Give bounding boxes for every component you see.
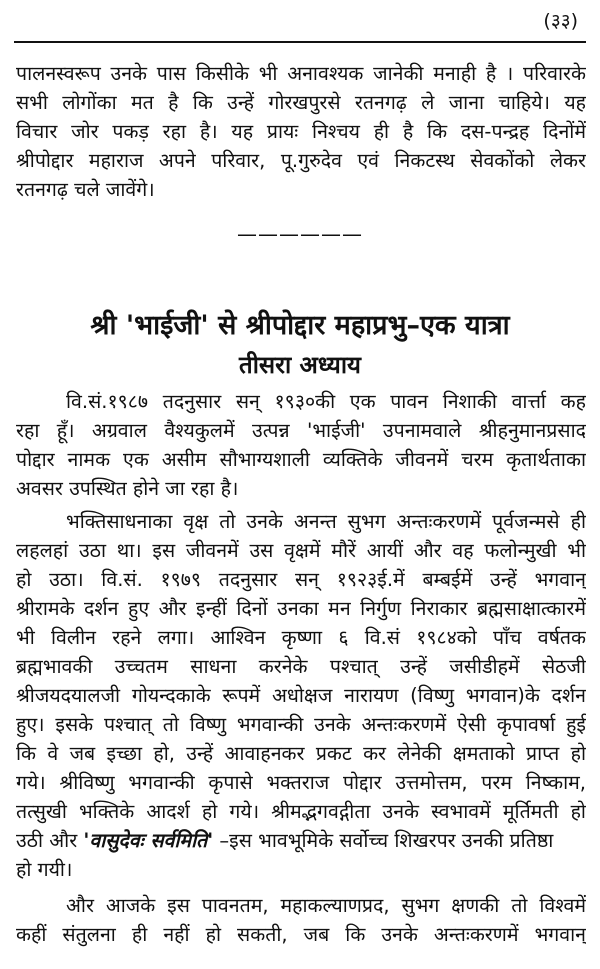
- text-line: हुए। इसके पश्चात् तो विष्णु भगवान्की उनके अन्तःकरणमें ऐसी कृपावर्षा हुई: [16, 713, 586, 736]
- text-line: हो उठा। वि.सं. १९७९ तदनुसार सन् १९२३ई.में बम्बईमें उन्हें भगवान्: [16, 568, 586, 591]
- text-line: तत्सुखी भक्तिके आदर्श हो गये। श्रीमद्भगवद्गीता उनके स्वभावमें मूर्तिमती हो: [16, 800, 586, 823]
- text-line: सभी लोगोंका मत है कि उन्हें गोरखपुरसे रतनगढ़ ले जाना चाहिये। यह: [16, 91, 586, 114]
- text-line: वि.सं.१९८७ तदनुसार सन् १९३०की एक पावन निशाकी वार्त्ता कह: [66, 390, 586, 413]
- section-separator: ——————: [237, 222, 363, 246]
- text-line: विचार जोर पकड़ रहा है। यह प्रायः निश्चय ही है कि दस-पन्द्रह दिनोंमें: [16, 120, 586, 143]
- text-line: हो गयी।: [16, 858, 73, 881]
- text-span: उठी और: [16, 829, 84, 852]
- text-line: [16, 827, 586, 855]
- quote-text: 'वासुदेवः सर्वमिति': [83, 829, 214, 852]
- text-line: गये। श्रीविष्णु भगवान्की कृपासे भक्तराज पोद्दार उत्तमोत्तम, परम निष्काम,: [16, 771, 586, 794]
- page-number: (३३): [543, 10, 578, 32]
- text-line: श्रीजयदयालजी गोयन्दकाके रूपमें अधोक्षज नारायण (विष्णु भगवान)के दर्शन: [16, 684, 586, 707]
- text-line: लहलहां उठा था। इस जीवनमें उस वृक्षमें मौरें आयीं और वह फलोन्मुखी भी: [16, 539, 586, 562]
- chapter-subheading: तीसरा अध्याय: [239, 351, 361, 379]
- text-line: कहीं संतुलना ही नहीं हो सकती, जब कि उनके अन्तःकरणमें भगवान्: [16, 923, 586, 946]
- chapter-heading: श्री 'भाईजी' से श्रीपोद्दार महाप्रभु–एक यात्रा: [90, 310, 510, 341]
- text-line: ब्रह्मभावकी उच्चतम साधना करनेके पश्चात् उन्हें जसीडीहमें सेठजी: [16, 655, 586, 678]
- text-line: भक्तिसाधनाका वृक्ष तो उनके अनन्त सुभग अन्तःकरणमें पूर्वजन्मसे ही: [66, 510, 586, 533]
- text-line: भी विलीन रहने लगा। आश्विन कृष्णा ६ वि.सं १९८४को पाँच वर्षतक: [16, 626, 586, 649]
- header-rule: [14, 41, 586, 43]
- text-line: पालनस्वरूप उनके पास किसीके भी अनावश्यक जानेकी मनाही है । परिवारके: [16, 62, 586, 85]
- text-span: –इस भावभूमिके सर्वोच्च शिखरपर उनकी प्रतिष्ठा: [213, 829, 554, 852]
- text-line: कि वे जब इच्छा हो, उन्हें आवाहनकर प्रकट कर लेनेकी क्षमताको प्राप्त हो: [16, 742, 586, 765]
- text-line: श्रीपोद्दार महाराज अपने परिवार, पू.गुरुदेव एवं निकटस्थ सेवकोंको लेकर: [16, 149, 586, 172]
- text-line: रतनगढ़ चले जावेंगे।: [16, 178, 155, 201]
- text-line: और आजके इस पावनतम, महाकल्याणप्रद, सुभग क्षणकी तो विश्वमें: [66, 894, 586, 917]
- text-line: रहा हूँ। अग्रवाल वैश्यकुलमें उत्पन्न 'भाईजी' उपनामवाले श्रीहनुमानप्रसाद: [16, 419, 586, 442]
- text-line: श्रीरामके दर्शन हुए और इन्हीं दिनों उनका मन निर्गुण निराकार ब्रह्मसाक्षात्कारमें: [16, 597, 586, 620]
- text-line: अवसर उपस्थित होने जा रहा है।: [16, 477, 239, 500]
- text-line: पोद्दार नामक एक असीम सौभाग्यशाली व्यक्तिके जीवनमें चरम कृतार्थताका: [16, 448, 586, 471]
